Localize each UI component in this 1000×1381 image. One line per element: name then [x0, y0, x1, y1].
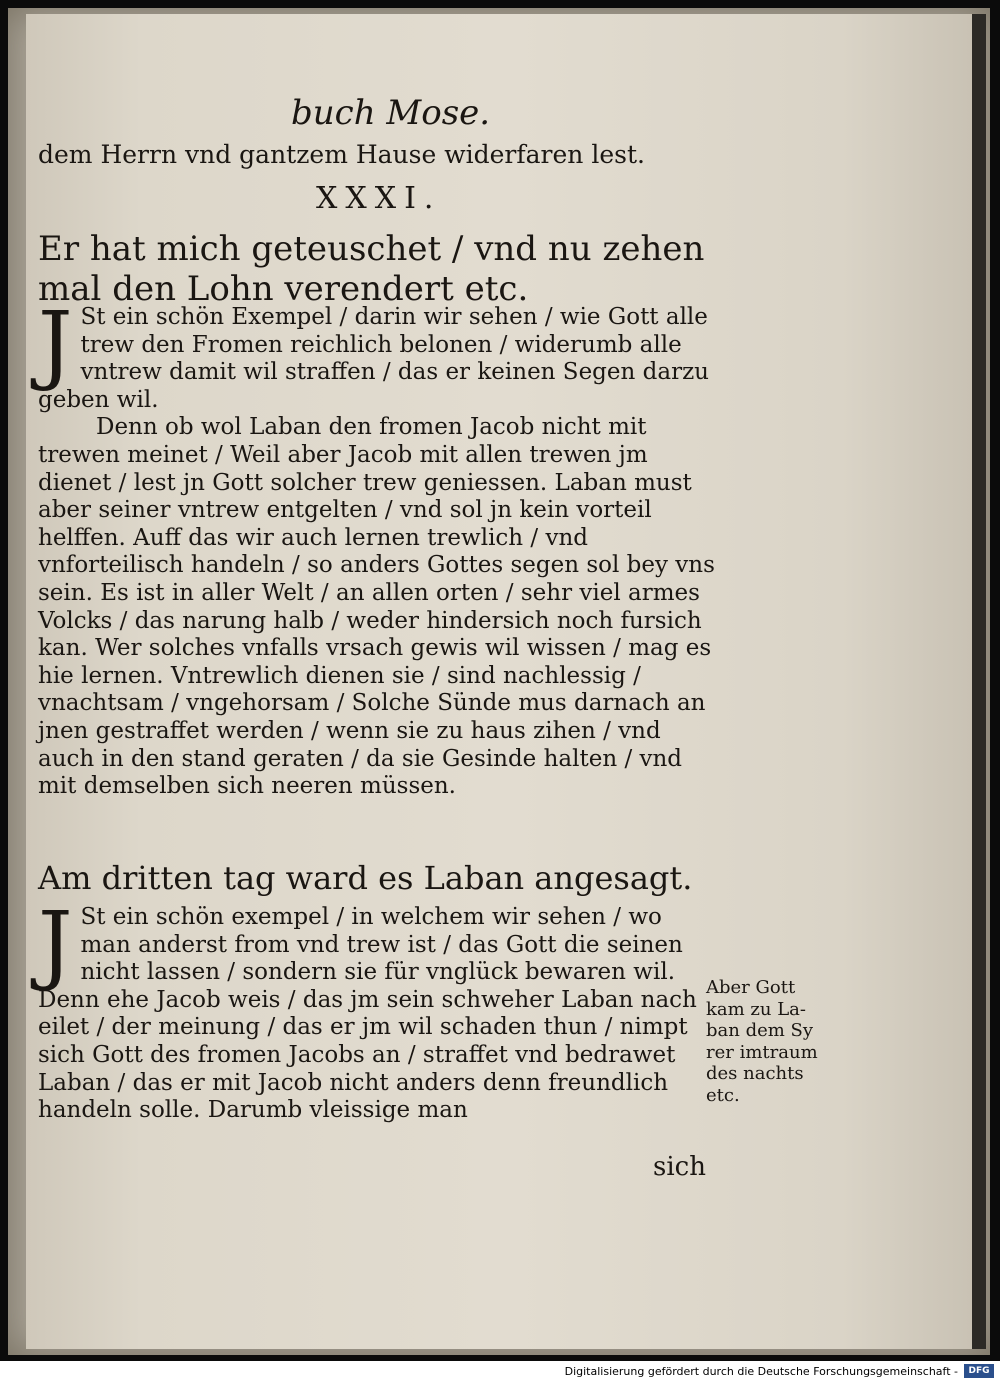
section-heading-1: Er hat mich geteuschet / vnd nu zehen mal den Lohn verendert etc.	[38, 229, 705, 309]
margin-note-line: ban dem Sy	[706, 1020, 814, 1041]
margin-note-line: kam zu La-	[706, 998, 806, 1020]
margin-note-line: des nachts	[706, 1063, 804, 1084]
page-paper	[26, 14, 986, 1349]
margin-note-line: Aber Gott	[706, 977, 796, 998]
paragraph-3-text: St ein schön exempel / in welchem wir sehen / wo man anderst from vnd trew ist / das Gott die seinen nicht lassen / sondern sie für vnglück bewaren wil. Denn ehe Jacob weis / das jm sein schweher Laban nach eilet / der meinung / das er jm wil schaden thun / nimpt sich Gott des fromen Jacobs an / straffet vnd bedrawet Laban / das er mit Jacob nicht anders denn freundlich handeln solle. Darumb vleissige man	[38, 904, 697, 1124]
footer-credit: Digitalisierung gefördert durch die Deutsche Forschungsgemeinschaft -	[564, 1365, 958, 1378]
margin-note-line: etc.	[706, 1084, 740, 1106]
text-block-2	[38, 894, 718, 1125]
paragraph-1-text: St ein schön Exempel / darin wir sehen / wie Gott alle trew den Fromen reichlich belonen / widerumb alle vntrew damit wil straffen / das er keinen Segen darzu geben wil.	[38, 304, 709, 413]
binding-edge	[972, 14, 986, 1349]
section-heading-2: Am dritten tag ward es Laban angesagt.	[38, 859, 693, 897]
page-sheet	[8, 8, 990, 1355]
catchline: dem Herrn vnd gantzem Hause widerfaren lest.	[38, 140, 645, 169]
paragraph-2: Denn ob wol Laban den fromen Jacob nicht mit trewen meinet / Weil aber Jacob mit allen trewen jm dienet / lest jn Gott solcher trew geniessen. Laban must aber seiner vntrew entgelten / vnd sol jn kein vorteil helffen. Auff das wir auch lernen trewlich / vnd vnforteilisch handeln / so anders Gottes segen sol bey vns sein. Es ist in aller Welt / an allen orten / sehr viel armes Volcks / das narung halb / weder hindersich noch fursich kan. Wer solches vnfalls vrsach gewis wil wissen / mag es hie lernen. Vntrewlich dienen sie / sind nachlessig / vnachtsam / vngehorsam / Solche Sünde mus darnach an jnen gestraffet werden / wenn sie zu haus zihen / vnd auch in den stand geraten / da sie Gesinde halten / vnd mit demselben sich neeren müssen.	[38, 414, 715, 800]
catchword: sich	[653, 1152, 706, 1182]
running-head: buch Mose.	[291, 93, 491, 133]
dfg-logo[interactable]: DFG	[964, 1364, 994, 1378]
margin-note	[706, 977, 846, 1106]
chapter-number: XXXI.	[316, 181, 442, 216]
paragraph-1	[38, 294, 718, 414]
dropcap-2: J	[38, 894, 73, 994]
paragraph-3	[38, 894, 718, 1125]
dropcap-1: J	[38, 294, 73, 394]
margin-note-line: rer imtraum	[706, 1041, 818, 1063]
text-block-1	[38, 294, 718, 801]
